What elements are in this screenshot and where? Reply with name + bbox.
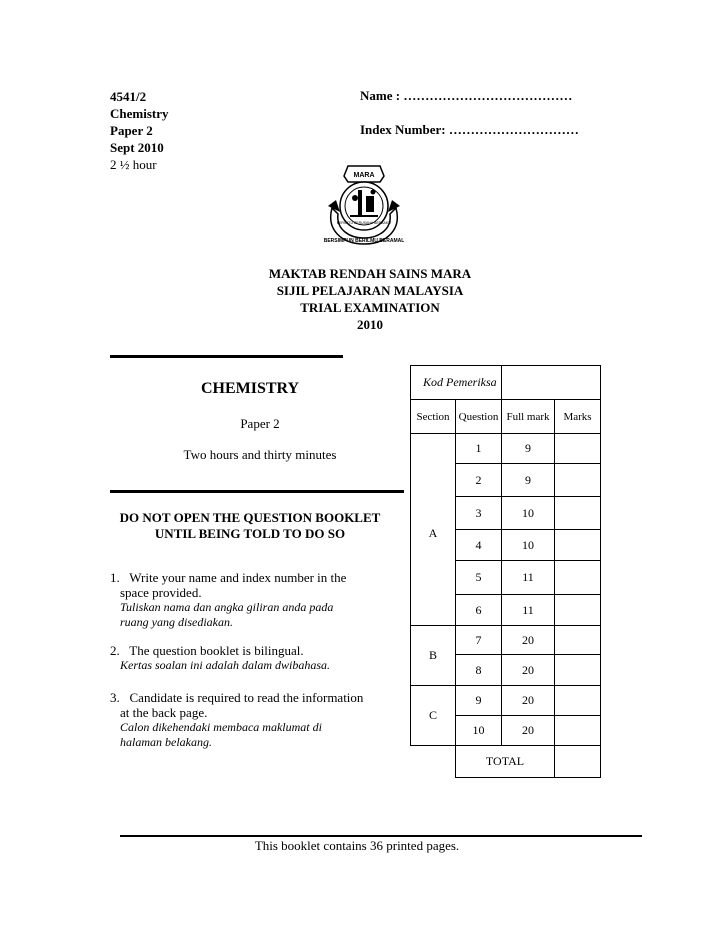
marks-cell[interactable]	[555, 655, 601, 686]
paper-duration: Two hours and thirty minutes	[183, 447, 337, 462]
question-number: 8	[456, 655, 502, 686]
total-marks-cell[interactable]	[555, 746, 601, 778]
instruction-number: 2.	[110, 643, 120, 658]
paper-number: Paper 2	[240, 416, 280, 431]
examiner-code-label: Kod Pemeriksa	[411, 366, 502, 400]
exam-name: TRIAL EXAMINATION	[300, 300, 440, 315]
middle-divider	[110, 490, 404, 493]
question-number: 6	[456, 595, 502, 626]
full-mark: 20	[502, 686, 555, 716]
top-divider	[110, 355, 343, 358]
full-mark: 11	[502, 595, 555, 626]
exam-year: 2010	[357, 317, 383, 332]
subject-label: Chemistry	[110, 106, 169, 121]
index-number-field[interactable]: Index Number: …………………………	[360, 122, 579, 137]
marks-cell[interactable]	[555, 497, 601, 530]
exam-date: Sept 2010	[110, 140, 164, 155]
header-marks: Marks	[555, 400, 601, 434]
instruction-text: The question booklet is bilingual.	[129, 643, 304, 658]
total-label: TOTAL	[456, 746, 555, 778]
exam-duration: 2 ½ hour	[110, 157, 157, 172]
marks-cell[interactable]	[555, 561, 601, 595]
question-number: 2	[456, 464, 502, 497]
question-number: 4	[456, 530, 502, 561]
question-number: 7	[456, 626, 502, 655]
instruction-number: 1.	[110, 570, 120, 585]
instruction-translation: ruang yang disediakan.	[120, 615, 233, 629]
full-mark: 11	[502, 561, 555, 595]
paper-code: 4541/2	[110, 89, 147, 104]
section-b-label: B	[411, 626, 456, 686]
subject-title: CHEMISTRY	[200, 380, 300, 397]
instruction-number: 3.	[110, 690, 120, 705]
warning-line-1: DO NOT OPEN THE QUESTION BOOKLET	[119, 510, 381, 525]
marks-cell[interactable]	[555, 686, 601, 716]
footer-page-count: This booklet contains 36 printed pages.	[254, 838, 460, 853]
question-number: 10	[456, 716, 502, 746]
marks-cell[interactable]	[555, 626, 601, 655]
instruction-3	[110, 690, 400, 750]
examiner-code-blank	[502, 366, 601, 400]
instruction-translation: halaman belakang.	[120, 735, 212, 749]
full-mark: 10	[502, 497, 555, 530]
warning-notice	[110, 510, 390, 542]
logo-top-text: MARA	[353, 172, 375, 179]
section-a-label: A	[411, 434, 456, 626]
instruction-text: Candidate is required to read the information	[129, 690, 364, 705]
question-number: 3	[456, 497, 502, 530]
paper-code-block	[110, 88, 169, 173]
institution-name: MAKTAB RENDAH SAINS MARA	[268, 266, 472, 281]
instruction-translation: Kertas soalan ini adalah dalam dwibahasa.	[120, 658, 331, 672]
marks-cell[interactable]	[555, 595, 601, 626]
total-blank	[411, 746, 456, 778]
certificate-name: SIJIL PELAJARAN MALAYSIA	[276, 283, 464, 298]
warning-line-2: UNTIL BEING TOLD TO DO SO	[154, 526, 346, 541]
marks-cell[interactable]	[555, 530, 601, 561]
marks-cell[interactable]	[555, 434, 601, 464]
header-section: Section	[411, 400, 456, 434]
full-mark: 9	[502, 434, 555, 464]
question-number: 9	[456, 686, 502, 716]
instruction-text: space provided.	[120, 585, 202, 600]
header-full-mark: Full mark	[502, 400, 555, 434]
logo-ribbon-text: BERSATU BERUSAHA BERBAKTI	[336, 221, 392, 225]
institution-title	[210, 265, 530, 333]
question-number: 5	[456, 561, 502, 595]
paper-label: Paper 2	[110, 123, 153, 138]
mara-crest-logo	[318, 158, 410, 250]
instruction-translation: Tuliskan nama dan angka giliran anda pada	[120, 600, 334, 614]
marks-cell[interactable]	[555, 716, 601, 746]
full-mark: 20	[502, 626, 555, 655]
instruction-text: at the back page.	[120, 705, 208, 720]
header-question: Question	[456, 400, 502, 434]
instruction-translation: Calon dikehendaki membaca maklumat di	[120, 720, 322, 734]
full-mark: 20	[502, 716, 555, 746]
marks-cell[interactable]	[555, 464, 601, 497]
instruction-1	[110, 570, 400, 630]
logo-bottom-text: BERSIMPUN BERILMU BERAMAL	[323, 238, 405, 244]
footer-divider	[120, 835, 642, 837]
instruction-2	[110, 643, 400, 673]
full-mark: 9	[502, 464, 555, 497]
full-mark: 20	[502, 655, 555, 686]
examiner-marks-table	[410, 365, 601, 778]
question-number: 1	[456, 434, 502, 464]
full-mark: 10	[502, 530, 555, 561]
section-c-label: C	[411, 686, 456, 746]
name-field[interactable]: Name : …………………………………	[360, 88, 573, 103]
instruction-text: Write your name and index number in the	[129, 570, 347, 585]
